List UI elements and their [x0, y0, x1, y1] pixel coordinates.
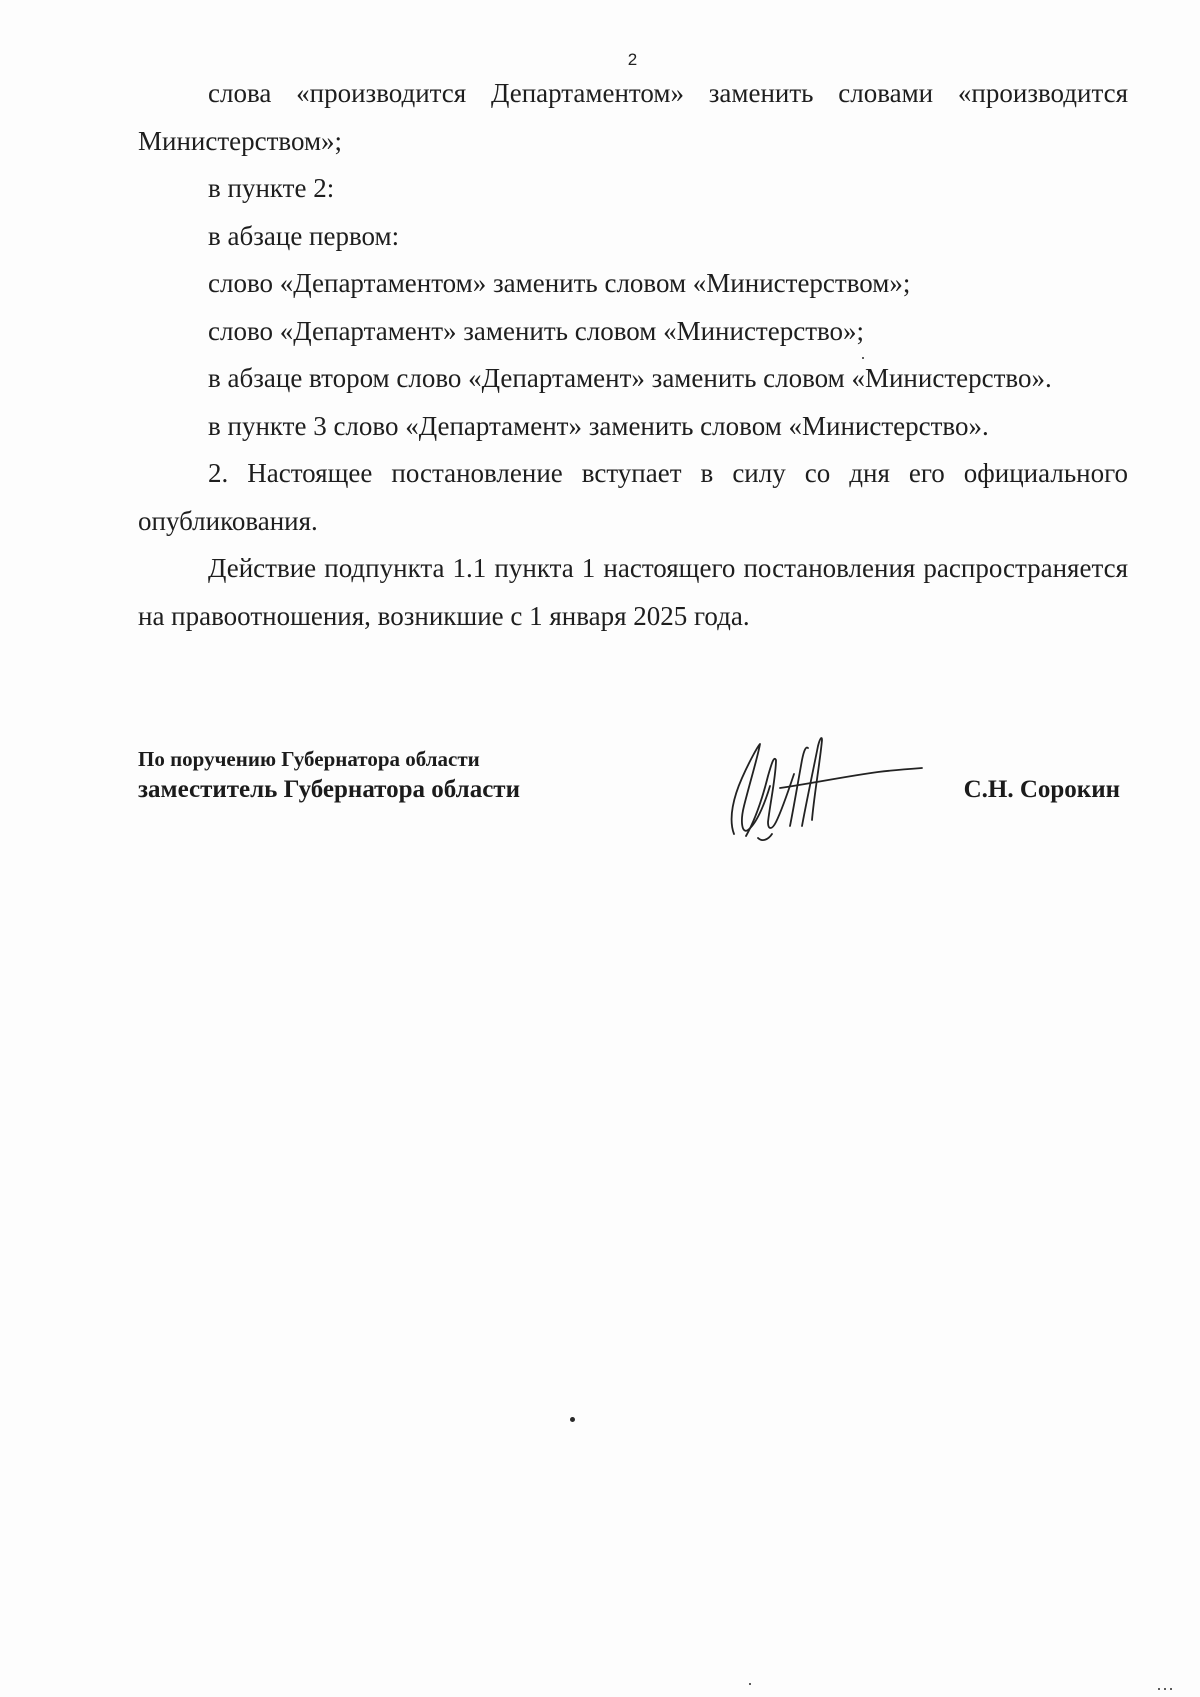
scan-speck — [1158, 1688, 1160, 1690]
scan-speck — [570, 1417, 575, 1422]
paragraph: в абзаце втором слово «Департамент» заменить словом «Министерство». — [208, 363, 1052, 393]
paragraph: в абзаце первом: — [208, 220, 400, 251]
scan-speck — [749, 1683, 751, 1685]
paragraph: в пункте 2: — [208, 173, 335, 203]
paragraph: слова «производится Департаментом» заменить словами «производится Министерством»; — [138, 78, 1128, 156]
scan-speck — [862, 357, 864, 359]
signature-position-line: заместитель Губернатора области — [138, 776, 520, 803]
paragraph: слово «Департаментом» заменить словом «Министерством»; — [208, 268, 911, 298]
handwritten-signature — [698, 726, 938, 846]
scan-speck — [1164, 1688, 1166, 1690]
paragraph: в пункте 3 слово «Департамент» заменить словом «Министерство». — [208, 410, 989, 441]
page-number: 2 — [627, 50, 638, 69]
signature-authority-line: По поручению Губернатора области — [138, 747, 480, 771]
paragraph: слово «Департамент» заменить словом «Министерство»; — [208, 315, 865, 346]
scan-speck — [1170, 1688, 1172, 1690]
paragraph: Действие подпункта 1.1 пункта 1 настоящего постановления распространяется на правоотношения, возникшие с 1 января 2025 года. — [138, 553, 1128, 631]
paragraph: 2. Настоящее постановление вступает в силу со дня его официального опубликования. — [138, 458, 1128, 536]
document-body — [138, 70, 1128, 640]
signer-name: С.Н. Сорокин — [963, 776, 1120, 803]
signature-block — [138, 740, 1128, 850]
